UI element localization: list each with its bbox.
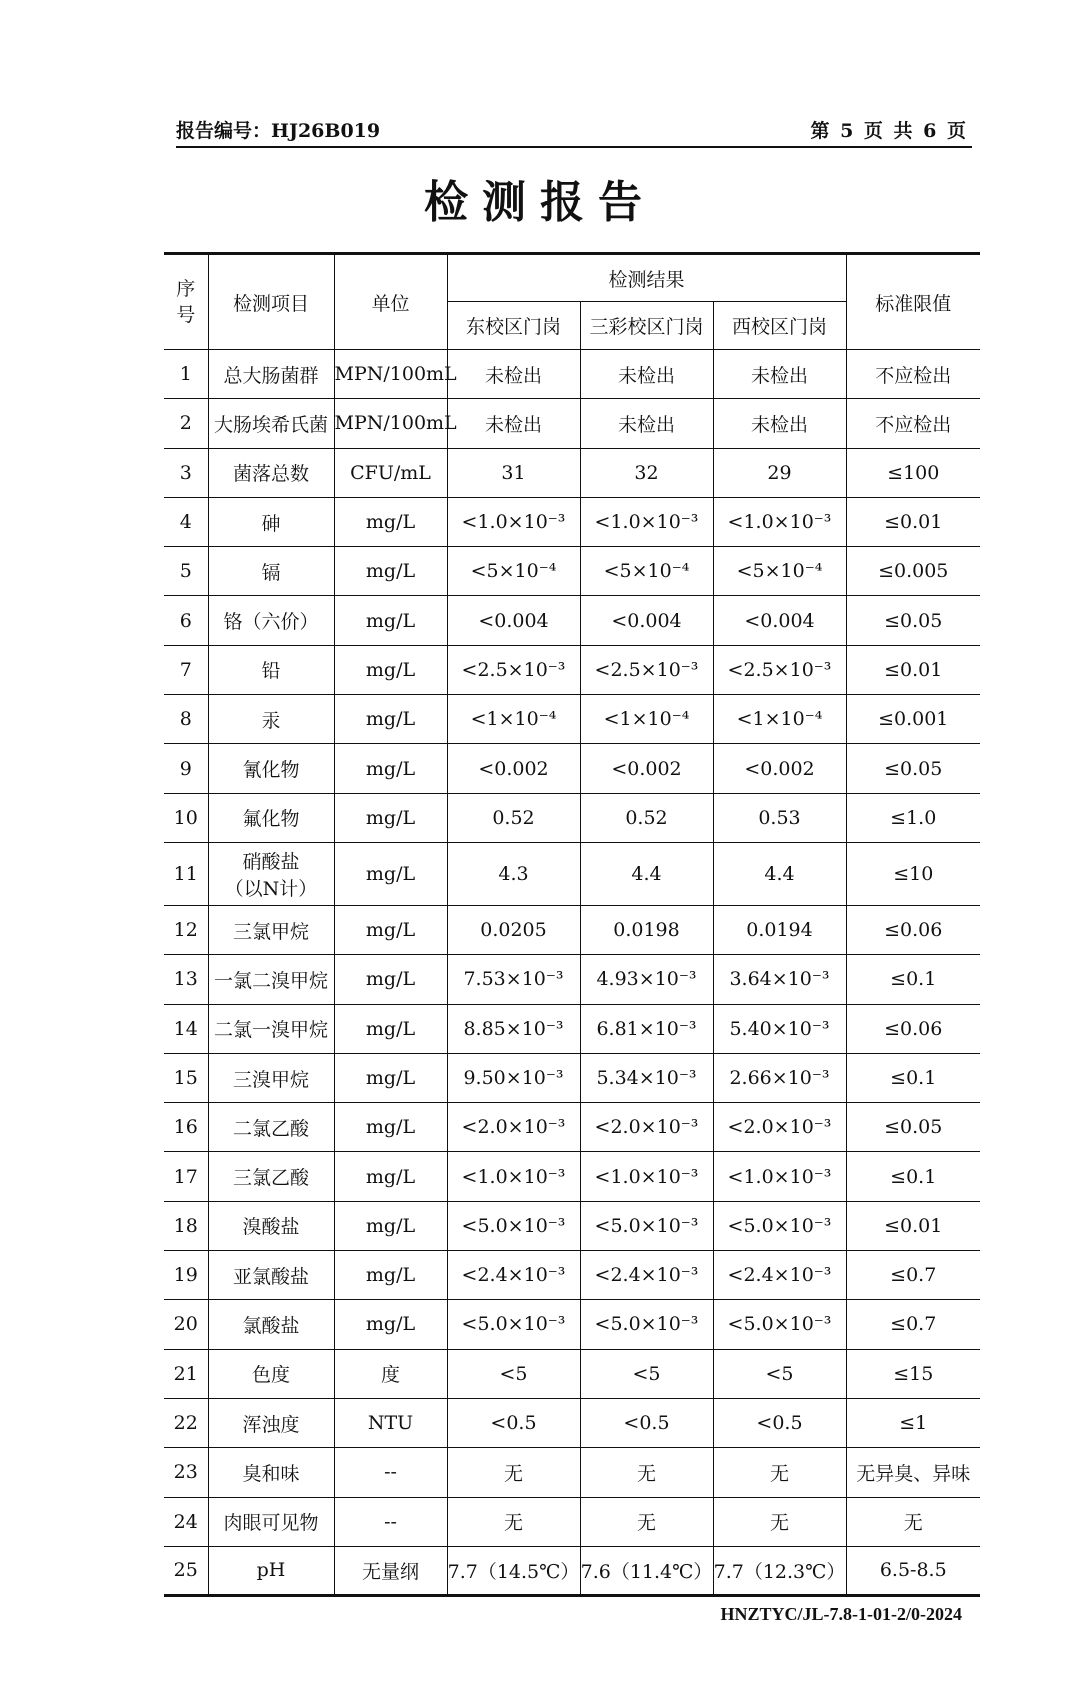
unit: MPN/100mL <box>334 399 447 448</box>
standard-limit: ≤0.1 <box>846 1152 980 1201</box>
standard-limit: ≤0.01 <box>846 497 980 546</box>
page-header <box>176 112 972 148</box>
result-sancai: <1.0×10⁻³ <box>580 497 713 546</box>
header-site-west: 西校区门岗 <box>713 302 846 350</box>
result-east: <0.002 <box>447 744 580 793</box>
result-sancai: <0.004 <box>580 596 713 645</box>
row-number: 23 <box>164 1448 208 1497</box>
table-row <box>164 399 980 448</box>
header-site-east: 东校区门岗 <box>447 302 580 350</box>
result-east: <1×10⁻⁴ <box>447 695 580 744</box>
unit: mg/L <box>334 842 447 905</box>
unit: mg/L <box>334 695 447 744</box>
test-item: 汞 <box>208 695 334 744</box>
result-east: 无 <box>447 1497 580 1546</box>
header-no-text: 序 号 <box>176 278 196 326</box>
result-west: <2.0×10⁻³ <box>713 1103 846 1152</box>
result-east: <2.5×10⁻³ <box>447 645 580 694</box>
row-number: 3 <box>164 448 208 497</box>
standard-limit: ≤15 <box>846 1349 980 1398</box>
standard-limit: ≤0.1 <box>846 955 980 1004</box>
result-east: 8.85×10⁻³ <box>447 1004 580 1053</box>
result-east: <5.0×10⁻³ <box>447 1300 580 1349</box>
row-number: 18 <box>164 1201 208 1250</box>
table-row <box>164 1546 980 1595</box>
row-number: 4 <box>164 497 208 546</box>
table-row <box>164 1152 980 1201</box>
table-row <box>164 744 980 793</box>
row-number: 14 <box>164 1004 208 1053</box>
header-results: 检测结果 <box>447 254 846 302</box>
row-number: 25 <box>164 1546 208 1595</box>
test-item: 大肠埃希氏菌 <box>208 399 334 448</box>
result-west: 3.64×10⁻³ <box>713 955 846 1004</box>
result-west: 2.66×10⁻³ <box>713 1053 846 1102</box>
unit: mg/L <box>334 1300 447 1349</box>
row-number: 1 <box>164 350 208 399</box>
row-number: 13 <box>164 955 208 1004</box>
result-sancai: <5×10⁻⁴ <box>580 547 713 596</box>
result-west: 0.53 <box>713 793 846 842</box>
row-number: 8 <box>164 695 208 744</box>
result-sancai: <0.5 <box>580 1398 713 1447</box>
test-item: 铬（六价） <box>208 596 334 645</box>
result-sancai: 0.52 <box>580 793 713 842</box>
unit: mg/L <box>334 596 447 645</box>
form-code: HNZTYC/JL-7.8-1-01-2/0-2024 <box>720 1604 962 1624</box>
result-sancai: <2.4×10⁻³ <box>580 1251 713 1300</box>
unit: mg/L <box>334 1053 447 1102</box>
result-west: <0.002 <box>713 744 846 793</box>
standard-limit: ≤0.1 <box>846 1053 980 1102</box>
test-item: 氯酸盐 <box>208 1300 334 1349</box>
table-row <box>164 547 980 596</box>
unit: mg/L <box>334 645 447 694</box>
result-sancai: <5.0×10⁻³ <box>580 1300 713 1349</box>
page-indicator: 第 5 页 共 6 页 <box>810 120 968 142</box>
standard-limit: ≤10 <box>846 842 980 905</box>
result-sancai: 无 <box>580 1497 713 1546</box>
result-sancai: <0.002 <box>580 744 713 793</box>
row-number: 24 <box>164 1497 208 1546</box>
unit: mg/L <box>334 1004 447 1053</box>
test-item: 砷 <box>208 497 334 546</box>
result-east: <5 <box>447 1349 580 1398</box>
result-sancai: <1×10⁻⁴ <box>580 695 713 744</box>
standard-limit: ≤100 <box>846 448 980 497</box>
result-sancai: <2.0×10⁻³ <box>580 1103 713 1152</box>
test-item: 二氯一溴甲烷 <box>208 1004 334 1053</box>
unit: mg/L <box>334 547 447 596</box>
result-east: <1.0×10⁻³ <box>447 1152 580 1201</box>
header-item: 检测项目 <box>208 254 334 350</box>
result-sancai: 32 <box>580 448 713 497</box>
table-row <box>164 905 980 954</box>
test-item: 肉眼可见物 <box>208 1497 334 1546</box>
standard-limit: ≤0.001 <box>846 695 980 744</box>
test-item-line1: 硝酸盐 <box>242 850 300 873</box>
test-item <box>208 842 334 905</box>
test-item: 浑浊度 <box>208 1398 334 1447</box>
unit: mg/L <box>334 1103 447 1152</box>
standard-limit: ≤0.7 <box>846 1300 980 1349</box>
result-west: <5.0×10⁻³ <box>713 1201 846 1250</box>
result-east: <2.4×10⁻³ <box>447 1251 580 1300</box>
standard-limit: ≤0.01 <box>846 645 980 694</box>
unit: mg/L <box>334 793 447 842</box>
unit: NTU <box>334 1398 447 1447</box>
test-item: 一氯二溴甲烷 <box>208 955 334 1004</box>
test-item: 总大肠菌群 <box>208 350 334 399</box>
result-east: 31 <box>447 448 580 497</box>
result-east: 7.53×10⁻³ <box>447 955 580 1004</box>
row-number: 22 <box>164 1398 208 1447</box>
header-site-sancai: 三彩校区门岗 <box>580 302 713 350</box>
unit: mg/L <box>334 1201 447 1250</box>
table-row <box>164 645 980 694</box>
unit: MPN/100mL <box>334 350 447 399</box>
test-item: 氰化物 <box>208 744 334 793</box>
table-row <box>164 1398 980 1447</box>
standard-limit: ≤0.05 <box>846 596 980 645</box>
table-row <box>164 1201 980 1250</box>
report-number: 报告编号：HJ26B019 <box>176 120 381 142</box>
standard-limit: 无异臭、异味 <box>846 1448 980 1497</box>
unit: 无量纲 <box>334 1546 447 1595</box>
result-east: 无 <box>447 1448 580 1497</box>
row-number: 6 <box>164 596 208 645</box>
unit: mg/L <box>334 955 447 1004</box>
result-east: 9.50×10⁻³ <box>447 1053 580 1102</box>
table-row <box>164 350 980 399</box>
row-number: 19 <box>164 1251 208 1300</box>
table-row <box>164 1300 980 1349</box>
table-row <box>164 1004 980 1053</box>
result-east: <5.0×10⁻³ <box>447 1201 580 1250</box>
result-sancai: 7.6（11.4℃） <box>580 1546 713 1595</box>
row-number: 9 <box>164 744 208 793</box>
test-item: 臭和味 <box>208 1448 334 1497</box>
result-west: <2.5×10⁻³ <box>713 645 846 694</box>
result-sancai: <2.5×10⁻³ <box>580 645 713 694</box>
result-west: 7.7（12.3℃） <box>713 1546 846 1595</box>
result-east: 未检出 <box>447 350 580 399</box>
result-west: <2.4×10⁻³ <box>713 1251 846 1300</box>
test-item: 色度 <box>208 1349 334 1398</box>
test-item: 三氯甲烷 <box>208 905 334 954</box>
result-west: 0.0194 <box>713 905 846 954</box>
standard-limit: ≤0.05 <box>846 744 980 793</box>
result-sancai: 0.0198 <box>580 905 713 954</box>
unit: -- <box>334 1497 447 1546</box>
row-number: 15 <box>164 1053 208 1102</box>
result-sancai: 5.34×10⁻³ <box>580 1053 713 1102</box>
standard-limit: 无 <box>846 1497 980 1546</box>
unit: mg/L <box>334 744 447 793</box>
result-east: <0.5 <box>447 1398 580 1447</box>
result-sancai: 4.93×10⁻³ <box>580 955 713 1004</box>
row-number: 20 <box>164 1300 208 1349</box>
results-table <box>164 252 980 1597</box>
result-west: 无 <box>713 1497 846 1546</box>
result-sancai: 未检出 <box>580 350 713 399</box>
standard-limit: ≤0.7 <box>846 1251 980 1300</box>
test-item: pH <box>208 1546 334 1595</box>
test-item: 溴酸盐 <box>208 1201 334 1250</box>
row-number: 2 <box>164 399 208 448</box>
standard-limit: 6.5-8.5 <box>846 1546 980 1595</box>
test-item: 三溴甲烷 <box>208 1053 334 1102</box>
header-unit: 单位 <box>334 254 447 350</box>
table-row <box>164 448 980 497</box>
row-number: 16 <box>164 1103 208 1152</box>
test-item-line2: （以N计） <box>224 877 318 900</box>
standard-limit: 不应检出 <box>846 399 980 448</box>
table-row <box>164 1448 980 1497</box>
table-row <box>164 1053 980 1102</box>
unit: 度 <box>334 1349 447 1398</box>
result-sancai: 6.81×10⁻³ <box>580 1004 713 1053</box>
table-row <box>164 1251 980 1300</box>
test-item: 镉 <box>208 547 334 596</box>
result-east: 0.0205 <box>447 905 580 954</box>
standard-limit: ≤0.06 <box>846 1004 980 1053</box>
result-west: <0.5 <box>713 1398 846 1447</box>
result-sancai: <1.0×10⁻³ <box>580 1152 713 1201</box>
result-east: <2.0×10⁻³ <box>447 1103 580 1152</box>
test-item: 二氯乙酸 <box>208 1103 334 1152</box>
result-west: <1.0×10⁻³ <box>713 1152 846 1201</box>
result-east: <1.0×10⁻³ <box>447 497 580 546</box>
header-no <box>164 254 208 350</box>
result-sancai: <5 <box>580 1349 713 1398</box>
result-west: <1.0×10⁻³ <box>713 497 846 546</box>
row-number: 12 <box>164 905 208 954</box>
result-east: 7.7（14.5℃） <box>447 1546 580 1595</box>
row-number: 11 <box>164 842 208 905</box>
result-east: 0.52 <box>447 793 580 842</box>
result-west: 29 <box>713 448 846 497</box>
result-west: 4.4 <box>713 842 846 905</box>
result-west: 未检出 <box>713 399 846 448</box>
row-number: 7 <box>164 645 208 694</box>
result-east: 4.3 <box>447 842 580 905</box>
row-number: 5 <box>164 547 208 596</box>
result-west: <0.004 <box>713 596 846 645</box>
result-sancai: <5.0×10⁻³ <box>580 1201 713 1250</box>
row-number: 21 <box>164 1349 208 1398</box>
result-west: <5 <box>713 1349 846 1398</box>
result-sancai: 未检出 <box>580 399 713 448</box>
table-row <box>164 793 980 842</box>
table-row <box>164 842 980 905</box>
table-row <box>164 1103 980 1152</box>
unit: -- <box>334 1448 447 1497</box>
unit: mg/L <box>334 905 447 954</box>
result-west: <5.0×10⁻³ <box>713 1300 846 1349</box>
unit: mg/L <box>334 1251 447 1300</box>
test-item: 亚氯酸盐 <box>208 1251 334 1300</box>
row-number: 10 <box>164 793 208 842</box>
unit: mg/L <box>334 497 447 546</box>
standard-limit: ≤0.05 <box>846 1103 980 1152</box>
result-east: <5×10⁻⁴ <box>447 547 580 596</box>
unit: CFU/mL <box>334 448 447 497</box>
result-east: 未检出 <box>447 399 580 448</box>
result-west: 未检出 <box>713 350 846 399</box>
table-row <box>164 1497 980 1546</box>
header-limit: 标准限值 <box>846 254 980 350</box>
test-item: 铅 <box>208 645 334 694</box>
standard-limit: ≤0.01 <box>846 1201 980 1250</box>
result-sancai: 4.4 <box>580 842 713 905</box>
test-item: 三氯乙酸 <box>208 1152 334 1201</box>
row-number: 17 <box>164 1152 208 1201</box>
standard-limit: 不应检出 <box>846 350 980 399</box>
result-west: 无 <box>713 1448 846 1497</box>
test-item: 菌落总数 <box>208 448 334 497</box>
report-title: 检测报告 <box>424 177 656 228</box>
test-item: 氟化物 <box>208 793 334 842</box>
result-west: 5.40×10⁻³ <box>713 1004 846 1053</box>
unit: mg/L <box>334 1152 447 1201</box>
table-row <box>164 1349 980 1398</box>
table-row <box>164 497 980 546</box>
result-west: <1×10⁻⁴ <box>713 695 846 744</box>
table-row <box>164 955 980 1004</box>
standard-limit: ≤0.06 <box>846 905 980 954</box>
standard-limit: ≤1 <box>846 1398 980 1447</box>
result-sancai: 无 <box>580 1448 713 1497</box>
standard-limit: ≤0.005 <box>846 547 980 596</box>
table-row <box>164 695 980 744</box>
result-west: <5×10⁻⁴ <box>713 547 846 596</box>
table-row <box>164 596 980 645</box>
result-east: <0.004 <box>447 596 580 645</box>
standard-limit: ≤1.0 <box>846 793 980 842</box>
